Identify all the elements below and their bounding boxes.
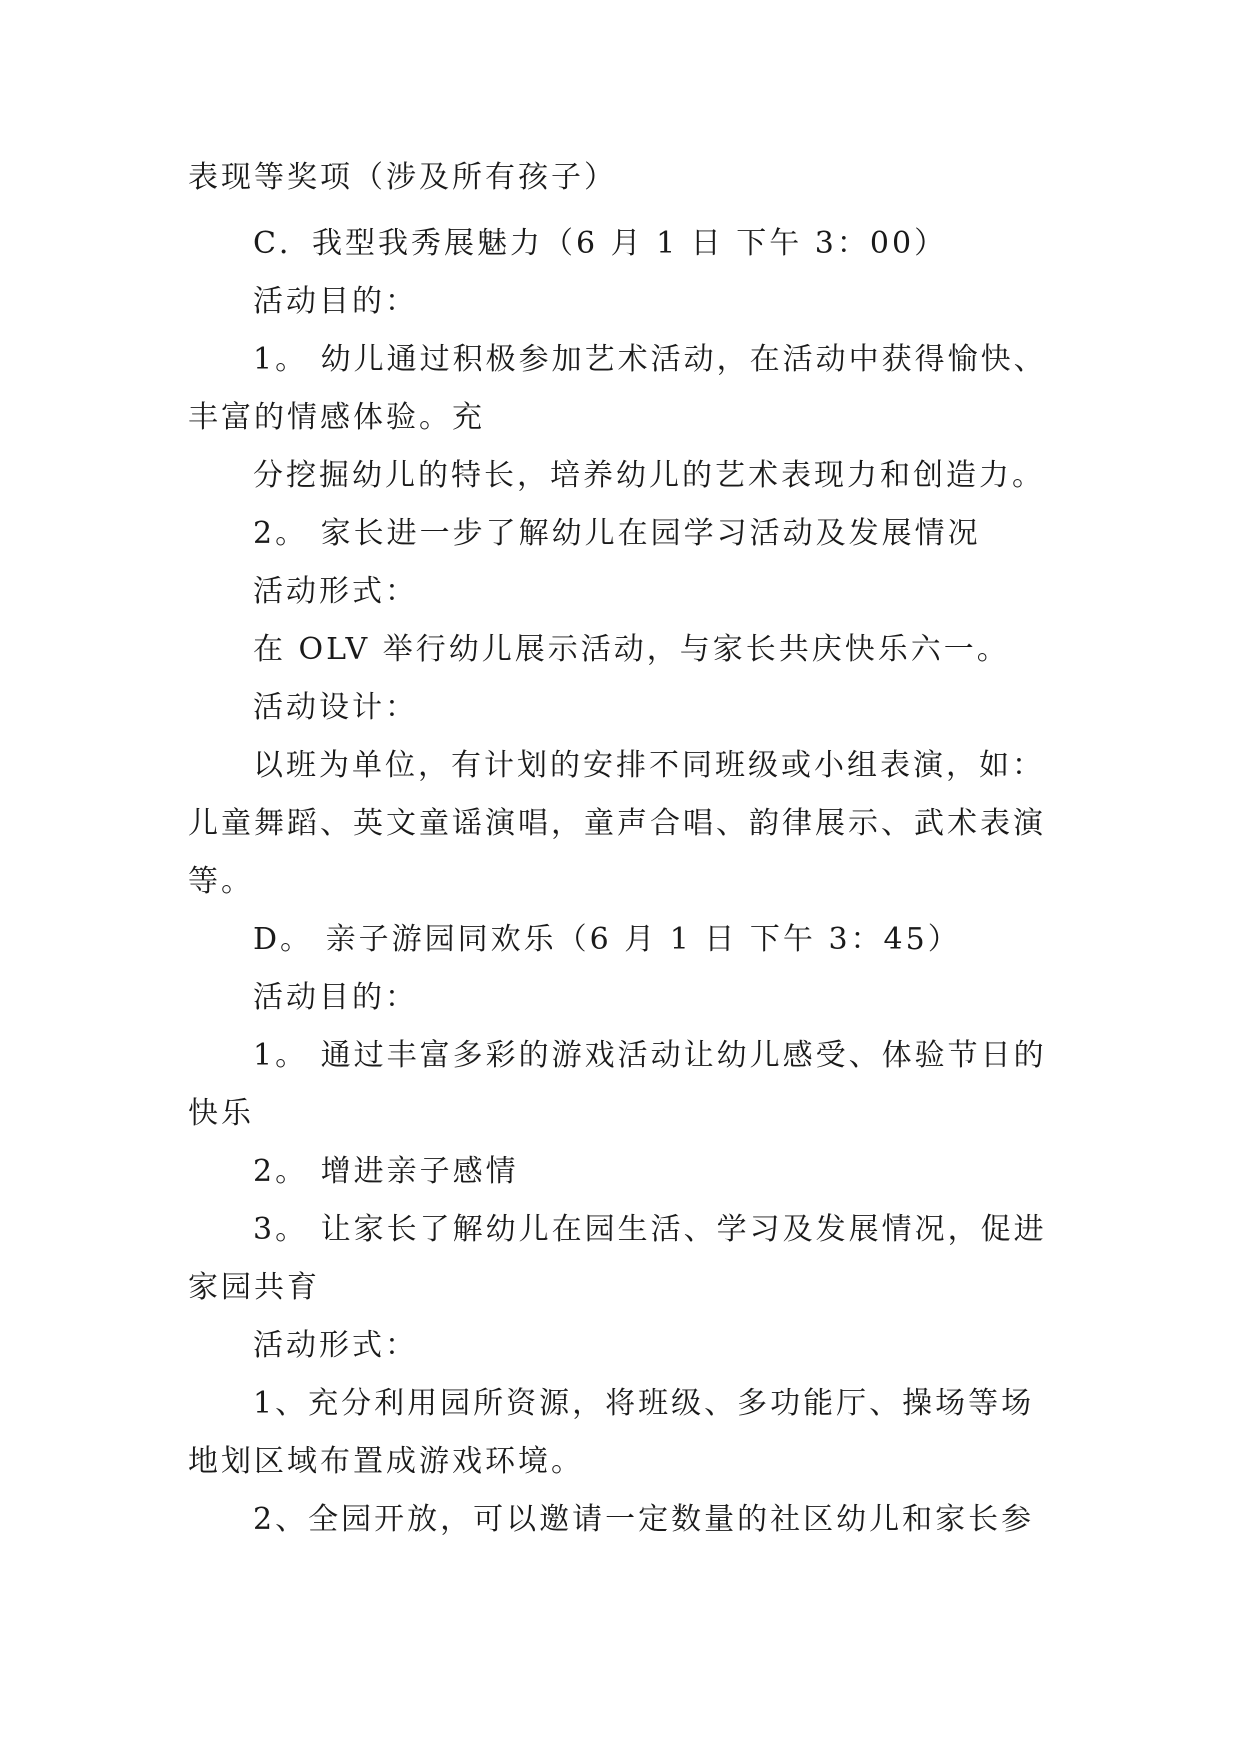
- text-line: 在 OLV 举行幼儿展示活动，与家长共庆快乐六一。: [253, 632, 1010, 667]
- subheading: 活动设计：: [253, 690, 418, 725]
- text-line: 丰富的情感体验。充: [188, 400, 485, 435]
- text-line: 1。 幼儿通过积极参加艺术活动，在活动中获得愉快、: [253, 342, 1047, 377]
- subheading: 活动形式：: [253, 1328, 418, 1363]
- text-line: 2。 家长进一步了解幼儿在园学习活动及发展情况: [253, 516, 981, 551]
- subheading: 活动目的：: [253, 284, 418, 319]
- text-line: 家园共育: [188, 1270, 320, 1305]
- text-line: 3。 让家长了解幼儿在园生活、学习及发展情况，促进: [253, 1212, 1047, 1247]
- text-line: 2。 增进亲子感情: [253, 1154, 519, 1189]
- text-line: 1、充分利用园所资源，将班级、多功能厅、操场等场: [253, 1386, 1035, 1421]
- text-line: 以班为单位，有计划的安排不同班级或小组表演，如：: [253, 748, 1045, 783]
- text-line: 快乐: [188, 1096, 254, 1131]
- subheading: 活动形式：: [253, 574, 418, 609]
- section-heading-d: D。 亲子游园同欢乐（6 月 1 日 下午 3：45）: [253, 922, 961, 957]
- text-line: 地划区域布置成游戏环境。: [188, 1444, 584, 1479]
- text-line: 1。 通过丰富多彩的游戏活动让幼儿感受、体验节日的: [253, 1038, 1047, 1073]
- text-line: 儿童舞蹈、英文童谣演唱，童声合唱、韵律展示、武术表演: [188, 806, 1046, 841]
- text-line: 分挖掘幼儿的特长，培养幼儿的艺术表现力和创造力。: [253, 458, 1045, 493]
- subheading: 活动目的：: [253, 980, 418, 1015]
- text-line: 2、全园开放，可以邀请一定数量的社区幼儿和家长参: [253, 1502, 1035, 1537]
- section-heading-c: C．我型我秀展魅力（6 月 1 日 下午 3：00）: [253, 226, 948, 261]
- text-line: 表现等奖项（涉及所有孩子）: [188, 160, 617, 195]
- text-line: 等。: [188, 864, 254, 899]
